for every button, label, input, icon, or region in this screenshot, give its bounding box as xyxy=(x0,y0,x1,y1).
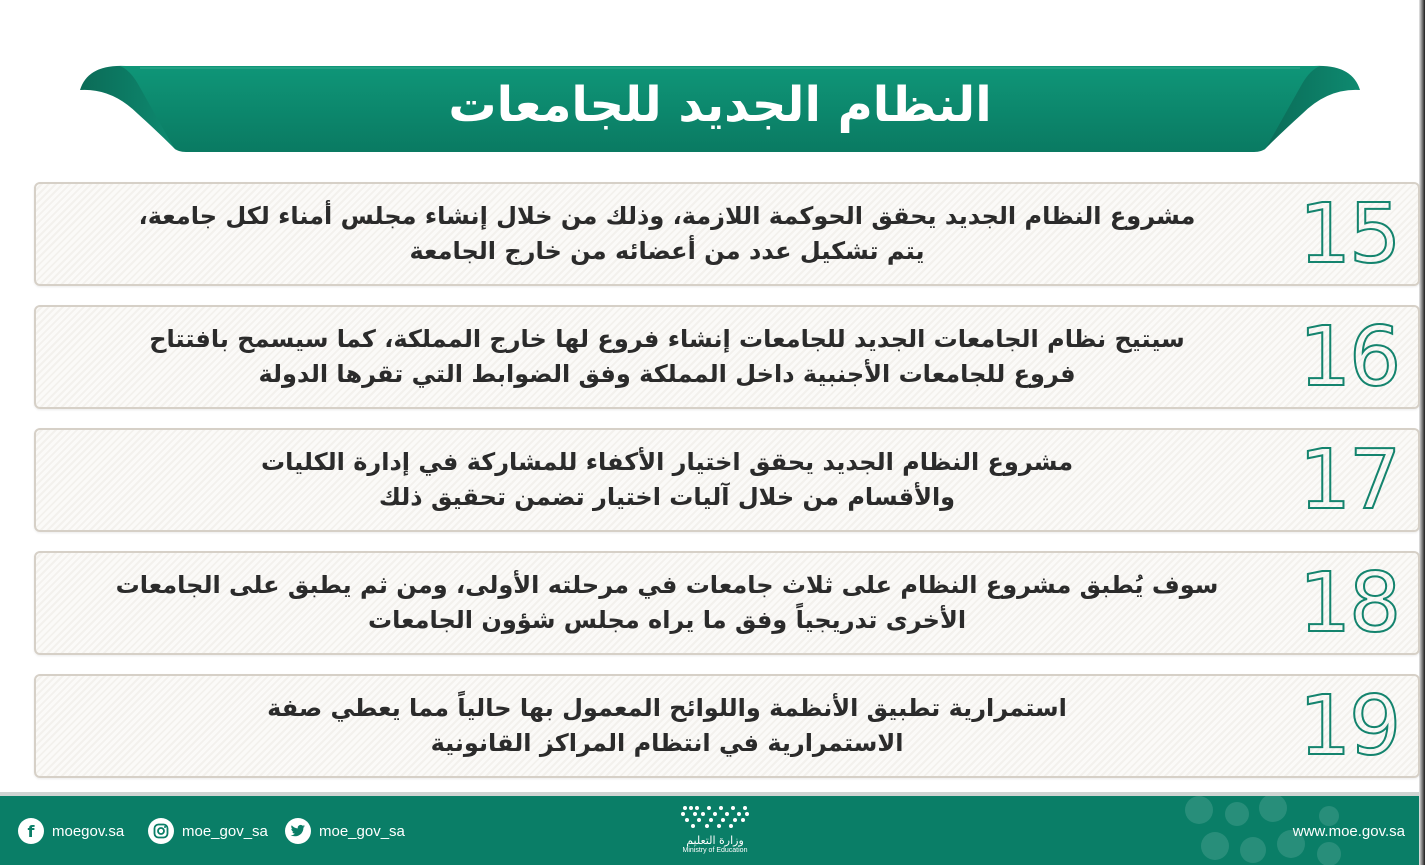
item-text xyxy=(56,676,1278,776)
twitter-link[interactable] xyxy=(285,818,405,844)
instagram-icon xyxy=(148,818,174,844)
website-link[interactable]: www.moe.gov.sa xyxy=(1292,823,1405,840)
list-item xyxy=(34,674,1420,778)
twitter-label: moe_gov_sa xyxy=(319,822,405,840)
item-number: 17 xyxy=(1298,432,1400,528)
ministry-name-ar: وزارة التعليم xyxy=(686,834,744,847)
item-text-line2: والأقسام من خلال آليات اختيار تضمن تحقيق ذلك xyxy=(378,483,956,511)
page-title: النظام الجديد للجامعات xyxy=(448,77,992,133)
item-text xyxy=(56,184,1278,284)
item-text-line1: مشروع النظام الجديد يحقق الحوكمة اللازمة، وذلك من خلال إنشاء مجلس أمناء لكل جامعة، xyxy=(138,202,1196,230)
item-number: 15 xyxy=(1298,186,1400,282)
item-text-line1: مشروع النظام الجديد يحقق اختيار الأكفاء للمشاركة في إدارة الكليات xyxy=(260,448,1074,476)
facebook-label: moegov.sa xyxy=(52,822,125,840)
facebook-icon: f xyxy=(18,818,44,844)
title-banner xyxy=(80,62,1360,154)
items-list xyxy=(34,182,1420,797)
list-item xyxy=(34,428,1420,532)
ministry-logo xyxy=(670,804,760,854)
ministry-name-en: Ministry of Education xyxy=(682,847,748,854)
ministry-logo-icon xyxy=(679,804,751,828)
item-text xyxy=(56,553,1278,653)
footer xyxy=(0,792,1419,865)
twitter-icon xyxy=(285,818,311,844)
list-item xyxy=(34,305,1420,409)
item-number: 16 xyxy=(1298,309,1400,405)
instagram-label: moe_gov_sa xyxy=(182,822,268,840)
list-item xyxy=(34,551,1420,655)
item-text-line2: يتم تشكيل عدد من أعضائه من خارج الجامعة xyxy=(409,237,925,265)
item-text-line1: سوف يُطبق مشروع النظام على ثلاث جامعات في مرحلته الأولى، ومن ثم يطبق على الجامعات xyxy=(115,571,1219,599)
facebook-link[interactable] xyxy=(18,818,124,844)
item-text xyxy=(56,307,1278,407)
item-text-line1: استمرارية تطبيق الأنظمة واللوائح المعمول بها حالياً مما يعطي صفة xyxy=(267,694,1067,722)
list-item xyxy=(34,182,1420,286)
item-number: 18 xyxy=(1298,555,1400,651)
item-text-line1: سيتيح نظام الجامعات الجديد للجامعات إنشاء فروع لها خارج المملكة، كما سيسمح بافتتاح xyxy=(149,325,1185,353)
item-text-line2: الأخرى تدريجياً وفق ما يراه مجلس شؤون الجامعات xyxy=(367,606,967,634)
item-text-line2: الاستمرارية في انتظام المراكز القانونية xyxy=(430,729,904,757)
item-number: 19 xyxy=(1298,678,1400,774)
item-text xyxy=(56,430,1278,530)
item-text-line2: فروع للجامعات الأجنبية داخل المملكة وفق الضوابط التي تقرها الدولة xyxy=(258,360,1076,388)
instagram-link[interactable] xyxy=(148,818,268,844)
